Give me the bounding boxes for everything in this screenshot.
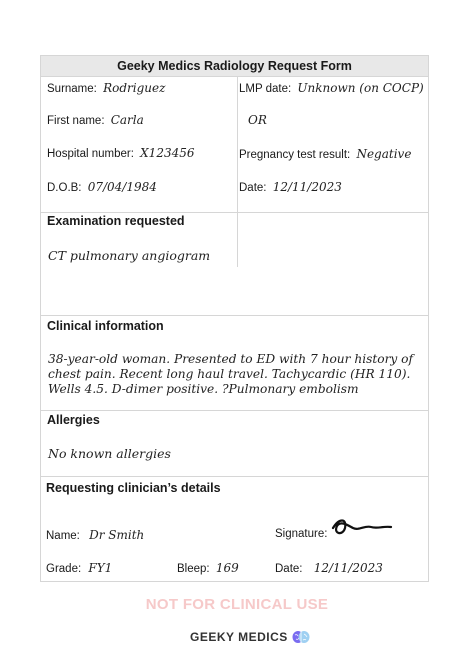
clinician-date-label: Date:	[275, 563, 303, 575]
allergies-heading: Allergies	[47, 413, 100, 427]
divider	[41, 410, 428, 411]
pregnancy-label: Pregnancy test result:	[239, 149, 351, 161]
divider	[41, 476, 428, 477]
divider	[41, 212, 428, 213]
surname-field	[47, 81, 165, 95]
or-field	[245, 113, 267, 127]
first-name-label: First name:	[47, 115, 105, 127]
signature-image	[331, 516, 393, 538]
clinician-date-value: 12/11/2023	[313, 561, 383, 575]
request-date-field	[239, 180, 342, 194]
lmp-label: LMP date:	[239, 83, 292, 95]
clinician-name-field	[46, 528, 144, 542]
clinical-value: 38-year-old woman. Presented to ED with 7 hour history of chest pain. Recent long haul travel. Tachycardic (HR 110). Wells 4.5. D-dimer positive. ?Pulmonary embolism	[48, 352, 414, 396]
clinician-heading: Requesting clinician’s details	[46, 481, 221, 495]
bleep-value: 169	[215, 561, 239, 575]
not-for-clinical-use-warning: NOT FOR CLINICAL USE	[145, 596, 329, 613]
or-text: OR	[248, 113, 267, 127]
brain-icon	[292, 630, 310, 644]
dob-label: D.O.B:	[47, 182, 82, 194]
surname-value: Rodriguez	[103, 81, 166, 95]
pregnancy-field	[239, 147, 411, 161]
request-date-value: 12/11/2023	[272, 180, 342, 194]
clinician-name-label: Name:	[46, 530, 80, 542]
lmp-field	[239, 81, 424, 95]
allergies-value: No known allergies	[48, 446, 171, 461]
examination-value: CT pulmonary angiogram	[48, 248, 211, 263]
logo-text: GEEKY MEDICS	[190, 630, 288, 644]
geeky-medics-logo	[190, 628, 310, 646]
clinical-heading: Clinical information	[47, 319, 164, 333]
dob-value: 07/04/1984	[87, 180, 157, 194]
grade-value: FY1	[88, 561, 113, 575]
radiology-request-form	[40, 55, 429, 582]
first-name-value: Carla	[110, 113, 144, 127]
examination-heading: Examination requested	[47, 214, 185, 228]
pregnancy-value: Negative	[356, 147, 412, 161]
grade-field	[46, 561, 112, 575]
signature-field	[275, 528, 327, 540]
hospital-number-field	[47, 146, 195, 160]
lmp-value: Unknown (on COCP)	[297, 81, 424, 95]
surname-label: Surname:	[47, 83, 97, 95]
clinician-name-value: Dr Smith	[89, 528, 145, 542]
column-divider	[237, 77, 238, 267]
clinician-date-field	[275, 561, 383, 575]
hospital-number-label: Hospital number:	[47, 148, 134, 160]
dob-field	[47, 180, 157, 194]
divider	[41, 315, 428, 316]
bleep-field	[177, 561, 239, 575]
form-title: Geeky Medics Radiology Request Form	[41, 56, 428, 77]
bleep-label: Bleep:	[177, 563, 210, 575]
hospital-number-value: X123456	[140, 146, 195, 160]
request-date-label: Date:	[239, 182, 267, 194]
signature-label: Signature:	[275, 528, 328, 540]
grade-label: Grade:	[46, 563, 82, 575]
first-name-field	[47, 113, 144, 127]
